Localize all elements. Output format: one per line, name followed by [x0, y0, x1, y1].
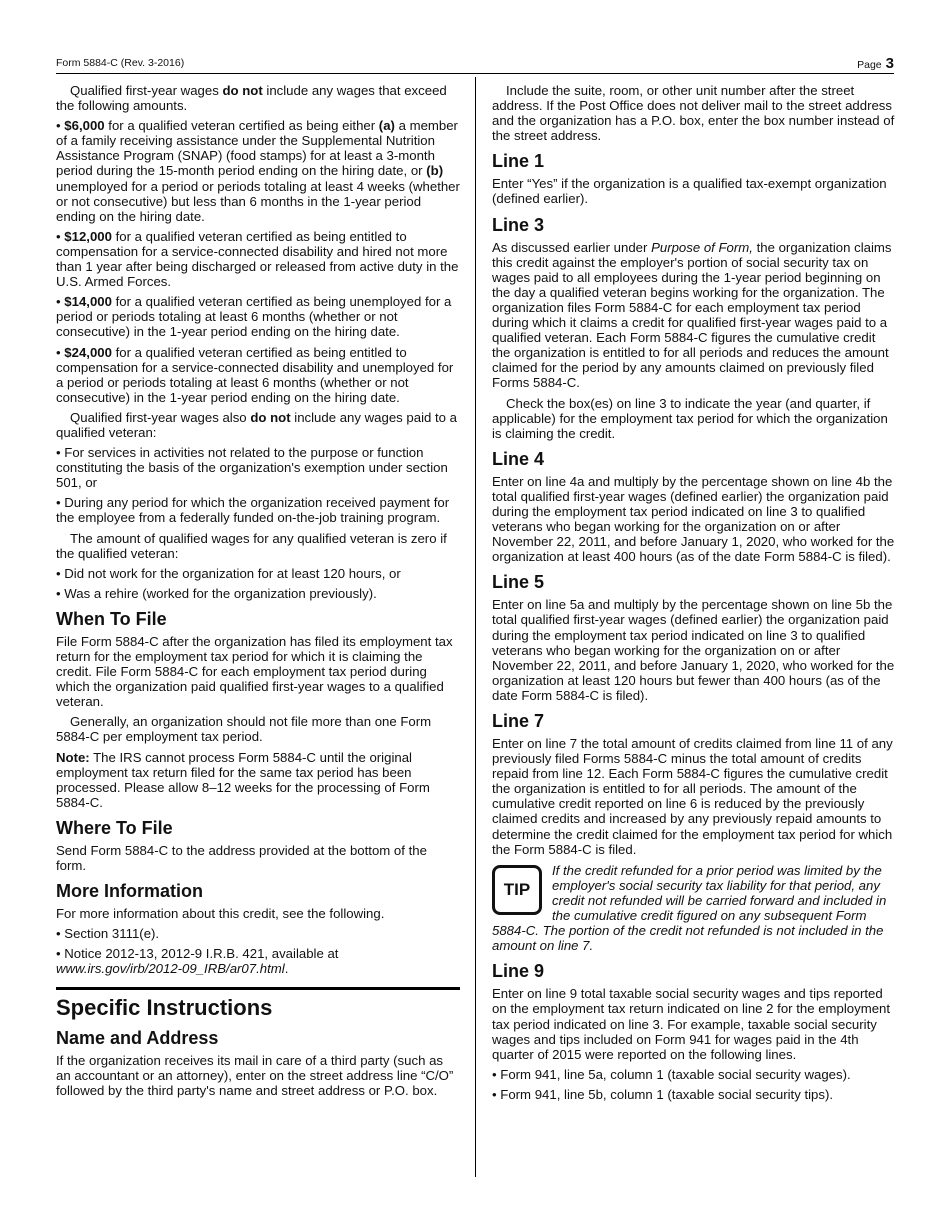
heading-name-and-address: Name and Address	[56, 1027, 219, 1048]
line3-paragraph-2: Check the box(es) on line 3 to indicate the year (and quarter, if applicable) for the employment tax period for which the organization is claiming the credit.	[492, 395, 888, 441]
text: unemployed for a period or periods totaling at least 4 weeks (whether or not consecutive) but less than 6 months in the 1-year period ending on the hiring date.	[56, 178, 460, 224]
amount: $12,000	[64, 228, 112, 244]
heading-where-to-file: Where To File	[56, 817, 173, 838]
form-id: Form 5884-C (Rev. 3-2016)	[56, 57, 185, 69]
bullet-14000: • $14,000 for a qualified veteran certified as being unemployed for a period or periods totaling at least 6 months (whether or not consecutive) in the 1-year period ending on the hiring date.	[56, 294, 452, 340]
italic-ref: Purpose of Form,	[651, 239, 753, 255]
text: Qualified first-year wages	[70, 83, 223, 98]
line7-paragraph: Enter on line 7 the total amount of credits claimed from line 11 of any previously filed Forms 5884-C minus the total amount of credits repaid from line 12. Each Form 5884-C figures the cumulative credit the organization is entitled to for all periods. The amount of the cumulative credit reported on line 6 is reduced by the previously claimed credits and increased by any previously repaid amounts to determine the credit claimed for the employment tax period for which the Form 5884-C is filed.	[492, 736, 893, 857]
line4-paragraph: Enter on line 4a and multiply by the percentage shown on line 4b the total qualified first-year wages (defined earlier) the organization paid during the employment tax period indicated on line 3 to qualified veterans who began working for the organization on or after November 22, 2011, and before January 1, 2020, who worked for the organization at least 400 hours (as of the date Form 5884-C is filed).	[492, 473, 895, 565]
bullet-24000: • $24,000 for a qualified veteran certified as being entitled to compensation for a service-connected disability and unemployed for a period or periods totaling at least 6 months (whether or not consecutive) in the 1-year period ending on the hiring date.	[56, 344, 454, 405]
marker: (a)	[378, 118, 395, 134]
amount: $24,000	[64, 344, 112, 360]
heading-specific-instructions: Specific Instructions	[56, 994, 273, 1020]
text: As discussed earlier under	[492, 239, 652, 255]
bullet-941-5b: • Form 941, line 5b, column 1 (taxable social security tips).	[492, 1086, 834, 1102]
amount: $14,000	[64, 294, 112, 310]
text: the organization claims this credit against the employer's portion of social security tax on wages paid to all employees during the 1-year period beginning on the day a qualified veteran begins working for the organization. The organization files Form 5884-C for each employment tax period during which it claims a credit for qualified first-year wages paid to a qualified veteran. Each Form 5884-C figures the cumulative credit the organization is entitled to for all periods and reduces the amount claimed for the period by any amounts claimed on previously filed Forms 5884-C.	[492, 239, 892, 391]
name-paragraph: If the organization receives its mail in care of a third party (such as an accountant or an attorney), enter on the street address line “C/O” followed by the third party's name and street address or P.O. box.	[56, 1052, 454, 1098]
where-paragraph: Send Form 5884-C to the address provided at the bottom of the form.	[56, 842, 427, 874]
address-paragraph: Include the suite, room, or other unit number after the street address. If the Post Office does not deliver mail to the street address and the organization has a P.O. box, enter the box number instead of the street address.	[492, 83, 895, 144]
text: The IRS cannot process Form 5884-C until the original employment tax return filed for the same tax period has been processed. Please allow 8–12 weeks for the processing of Form 5884-C.	[56, 749, 430, 810]
bullet-941-5a: • Form 941, line 5a, column 1 (taxable social security wages).	[492, 1066, 851, 1082]
tip-box	[492, 863, 896, 954]
paragraph-wage-limits	[56, 83, 460, 113]
when-paragraph-2: Generally, an organization should not file more than one Form 5884-C per employment tax period.	[56, 714, 432, 745]
tip-icon	[492, 865, 542, 915]
bullet-services: • For services in activities not related to the purpose or function constituting the basis of the organization's exemption under section 501, or	[56, 445, 448, 491]
text: Qualified first-year wages also	[70, 409, 251, 425]
heading-line-3: Line 3	[492, 214, 545, 235]
line5-paragraph: Enter on line 5a and multiply by the percentage shown on line 5b the total qualified first-year wages (defined earlier) the organization paid during the employment tax period indicated on line 3 to qualified veterans who began working for the organization on or after November 22, 2011, and before January 1, 2020, who worked for the organization at least 120 hours but fewer than 400 hours (as of the date Form 5884-C is filed).	[492, 597, 895, 703]
bullet-section: • Section 3111(e).	[56, 926, 160, 942]
marker: (b)	[426, 163, 444, 179]
irs-link[interactable]: www.irs.gov/irb/2012-09_IRB/ar07.html	[56, 961, 285, 977]
note-paragraph	[56, 750, 460, 810]
section-rule	[56, 987, 460, 1020]
emphasis: do not	[222, 83, 263, 98]
left-column	[56, 83, 460, 1103]
heading-line-5: Line 5	[492, 572, 545, 593]
tip-text: If the credit refunded for a prior period was limited by the employer's social security tax liability for that period, any credit not refunded will be carried forward and included in the cumulative credit figured on any subsequent Form 5884-C. The portion of the credit not refunded is not included in the amount on line 7.	[492, 862, 887, 954]
more-paragraph: For more information about this credit, see the following.	[56, 906, 385, 922]
heading-line-7: Line 7	[492, 711, 545, 731]
line3-paragraph-1	[492, 240, 896, 391]
text: for a qualified veteran certified as being unemployed for a period or periods totaling at least 6 months (whether or not consecutive) in the 1-year period ending on the hiring date.	[56, 294, 452, 340]
emphasis: do not	[250, 409, 291, 425]
bullet-12000: • $12,000 for a qualified veteran certified as being entitled to compensation for a service-connected disability and hired not more than 1 year after being discharged or released from active duty in the U.S. Armed Forces.	[56, 228, 459, 290]
heading-more-information: More Information	[56, 881, 203, 902]
text: include any wages paid to a qualified veteran:	[56, 409, 458, 440]
bullet-120-hours: • Did not work for the organization for at least 120 hours, or	[56, 565, 401, 581]
page-label: Page	[857, 59, 882, 71]
heading-line-4: Line 4	[492, 448, 545, 469]
column-divider	[475, 77, 476, 1177]
bullet-notice	[56, 946, 460, 976]
text: for a qualified veteran certified as being either	[104, 118, 379, 134]
bullet-training: • During any period for which the organization received payment for the employee from a federally funded on-the-job training program.	[56, 495, 450, 526]
heading-line-1: Line 1	[492, 151, 545, 172]
heading-line-9: Line 9	[492, 961, 545, 982]
line1-paragraph: Enter “Yes” if the organization is a qualified tax-exempt organization (defined earlier).	[492, 176, 887, 207]
text: • Notice 2012-13, 2012-9 I.R.B. 421, available at	[56, 946, 339, 962]
bullet-6000: • $6,000 for a qualified veteran certified as being either (a) a member of a family receiving assistance under the Supplemental Nutrition Assistance Program (SNAP) (food stamps) for at least a 3-month period during the 15-month period ending on the hiring date, or (b) unemployed for a period or periods totaling at least 4 weeks (whether or not consecutive) but less than 6 months in the 1-year period ending on the hiring date.	[56, 118, 460, 224]
when-paragraph-1: File Form 5884-C after the organization has filed its employment tax return for the employment tax period for which it is claiming the credit. File Form 5884-C for each employment tax period during which the organization paid qualified first-year wages to a qualified veteran.	[56, 633, 453, 710]
heading-when-to-file: When To File	[56, 608, 167, 629]
text: for a qualified veteran certified as being entitled to compensation for a service-connected disability and unemployed for a period or periods totaling at least 6 months (whether or not consecutive) in the 1-year period ending on the hiring date.	[56, 344, 454, 405]
page-number-block	[857, 55, 894, 72]
amount: $6,000	[64, 118, 105, 134]
bullet-rehire: • Was a rehire (worked for the organization previously).	[56, 585, 377, 601]
page-header	[56, 55, 894, 74]
paragraph-exclusions	[56, 410, 460, 440]
page-number: 3	[885, 55, 894, 72]
right-column	[492, 83, 896, 1107]
text: for a qualified veteran certified as being entitled to compensation for a service-connected disability and hired not more than 1 year after being discharged or released from active duty in the U.S. Armed Forces.	[56, 228, 459, 290]
text: .	[284, 961, 289, 977]
text: a member of a family receiving assistance under the Supplemental Nutrition Assistance Program (SNAP) (food stamps) for at least a 3-month period during the 15-month period ending on the hiring date, or	[56, 118, 458, 179]
text: include any wages that exceed the following amounts.	[56, 83, 447, 114]
note-label: Note:	[56, 749, 90, 765]
paragraph-zero-wages: The amount of qualified wages for any qualified veteran is zero if the qualified veteran:	[56, 530, 447, 561]
tip-label: TIP	[503, 880, 531, 900]
line9-paragraph: Enter on line 9 total taxable social security wages and tips reported on the employment tax return indicated on line 2 for the employment tax period indicated on line 3. For example, taxable social security wages and tips included on Form 941 for wages paid in the 4th quarter of 2015 were reported on the following lines.	[492, 986, 891, 1062]
